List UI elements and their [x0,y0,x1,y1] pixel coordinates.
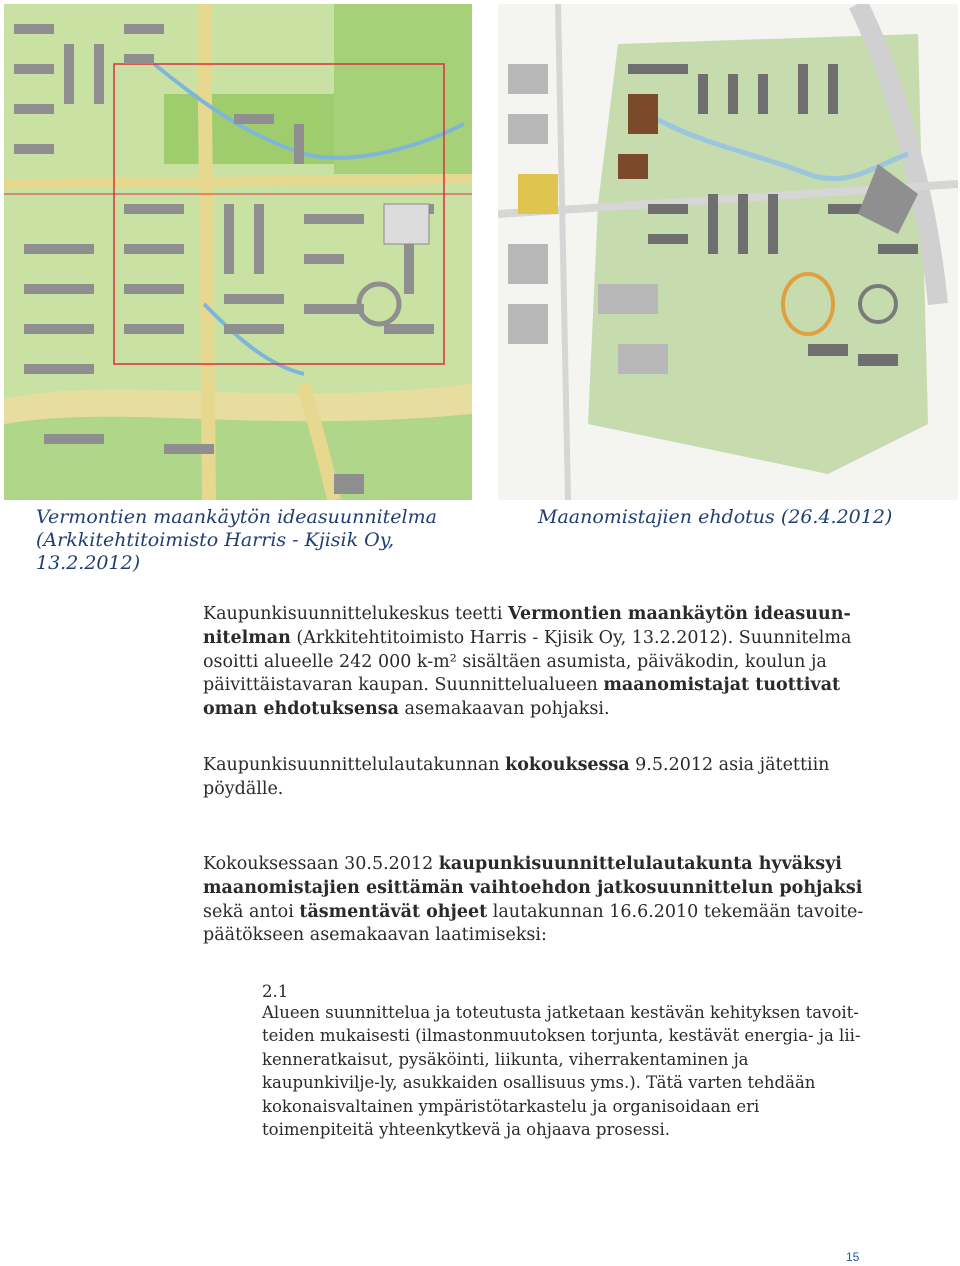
section-text: Alueen suunnittelua ja toteutusta jatketaan kestävän kehityksen tavoit-teiden mukaisesti (ilmastonmuutoksen torjunta, kestävät energia- ja lii-kenneratkaisut, pysäköinti, liikunta, viherrakentaminen ja kaupunkivilje-ly, asukkaiden osallisuus yms.). Tätä varten tehdään kokonaisvaltainen ympäristötarkastelu ja organisoidaan eri toimenpiteitä yhteenkytkevä ja ohjaava prosessi. [262,1003,861,1140]
left-caption-line2: (Arkkitehtitoimisto Harris - Kjisik Oy, 13.2.2012) [36,529,395,574]
left-caption-line1: Vermontien maankäytön ideasuunnitelma [36,506,437,528]
paragraph-ideasuunnitelma [203,603,883,722]
para1-text-3: asemakaavan pohjaksi. [398,699,610,720]
right-map-graphic [498,4,958,500]
para3-bold-2: täsmentävät ohjeet [299,901,488,922]
right-map-caption: Maanomistajien ehdotus (26.4.2012) [538,506,893,528]
page-number: 15 [846,1250,860,1264]
para1-text-1: Kaupunkisuunnittelukeskus teetti [203,604,509,624]
para3-text-1: Kokouksessaan 30.5.2012 [203,854,439,874]
para1-bold-1: Vermontien maankäytön ideasuun-nitelman [203,604,851,648]
para2-text-1: Kaupunkisuunnittelulautakunnan [203,755,506,775]
right-site-plan-map [498,4,958,500]
para2-bold-1: kokouksessa [505,755,630,775]
para3-text-2: sekä antoi [203,901,300,922]
paragraph-kokous-9-5 [203,754,883,802]
left-map-graphic [4,4,472,500]
section-number: 2.1 [262,982,289,1001]
para1-bold-2: maanomistajat tuottivat oman ehdotuksensa [203,675,841,720]
para1-text-2: (Arkkitehtitoimisto Harris - Kjisik Oy, 13.2.2012). Suunnitelma osoitti alueelle 242 000 k-m² sisältäen asumista, päiväkodin, koulun ja päivittäistavaran kaupan. Suunnittelualueen [203,627,852,696]
left-map-caption [36,506,476,575]
left-site-plan-map [4,4,472,500]
para3-text-3: lautakunnan 16.6.2010 tekemään tavoite-päätökseen asemakaavan laatimiseksi: [203,901,864,946]
paragraph-kokous-30-5 [203,853,883,948]
para3-bold-1: kaupunkisuunnittelulautakunta hyväksyi maanomistajien esittämän vaihtoehdon jatkosuunnittelun pohjaksi [203,854,863,898]
para2-text-2: 9.5.2012 asia jätettiin pöydälle. [203,755,830,799]
